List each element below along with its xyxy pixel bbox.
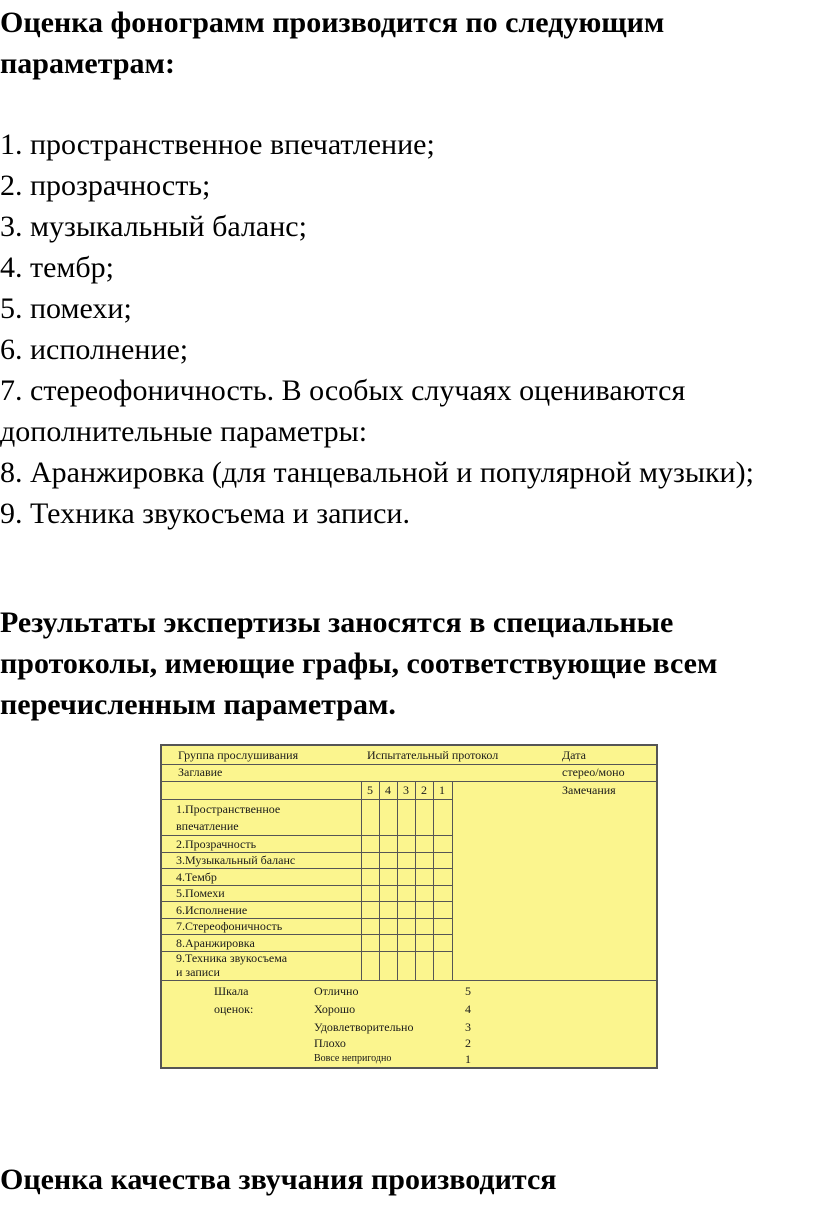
scale-item-name: Хорошо [314,1002,356,1016]
protocol-row-label: 1.Пространственное впечатление [176,802,281,833]
list-item: 4. тембр; [0,251,115,284]
scale-label: оценок: [214,1002,254,1016]
grade-column-header: 5 [367,783,373,797]
grade-column-header: 4 [385,783,391,797]
protocol-row-label: 6.Исполнение [176,903,248,917]
scale-item-score: 2 [465,1036,471,1050]
group-label: Группа прослушивания [178,748,299,762]
scale-item-name: Удовлетворительно [314,1020,414,1034]
scale-item-name: Плохо [314,1036,346,1050]
scale-item-score: 5 [465,984,471,998]
test-protocol-form [160,744,658,1069]
protocol-label: Испытательный протокол [367,748,499,762]
scale-item-name: Вовсе непригодно [314,1053,392,1064]
protocol-row-label: 8.Аранжировка [176,936,255,950]
title-label: Заглавие [178,765,223,779]
list-item: 9. Техника звукосъема и записи. [0,497,410,530]
protocol-row-label: 4.Тембр [176,870,217,884]
grade-column-header: 1 [439,783,445,797]
protocol-row-label: 3.Музыкальный баланс [176,853,296,867]
list-item: 2. прозрачность; [0,169,211,202]
scale-item-score: 1 [465,1052,471,1066]
heading-sound-quality: Оценка качества звучания производится [0,1163,557,1196]
remarks-label: Замечания [562,783,616,797]
list-item: 7. стереофоничность. В особых случаях оцениваются дополнительные параметры: [0,374,686,448]
stereo-mono-label: стерео/моно [562,765,625,779]
list-item: 5. помехи; [0,292,132,325]
protocol-row-label: 7.Стереофоничность [176,919,283,933]
scale-item-name: Отлично [314,984,359,998]
date-label: Дата [562,748,586,762]
protocol-row-label: 9.Техника звукосъема и записи [176,951,288,979]
list-item: 8. Аранжировка (для танцевальной и популярной музыки); [0,456,754,489]
scale-item-score: 4 [465,1002,471,1016]
grade-column-header: 2 [421,783,427,797]
protocol-row-label: 2.Прозрачность [176,837,257,851]
list-item: 3. музыкальный баланс; [0,210,307,243]
scale-item-score: 3 [465,1020,471,1034]
heading-evaluation-parameters: Оценка фонограмм производится по следующим параметрам: [0,6,665,80]
protocol-row-label: 5.Помехи [176,886,225,900]
grade-column-header: 3 [403,783,409,797]
list-item: 1. пространственное впечатление; [0,128,435,161]
list-item: 6. исполнение; [0,333,189,366]
heading-expertise-results: Результаты экспертизы заносятся в специальные протоколы, имеющие графы, соответствующие всем перечисленным параметрам. [0,606,718,721]
parameters-list [0,124,812,534]
scale-label: Шкала [214,984,249,998]
